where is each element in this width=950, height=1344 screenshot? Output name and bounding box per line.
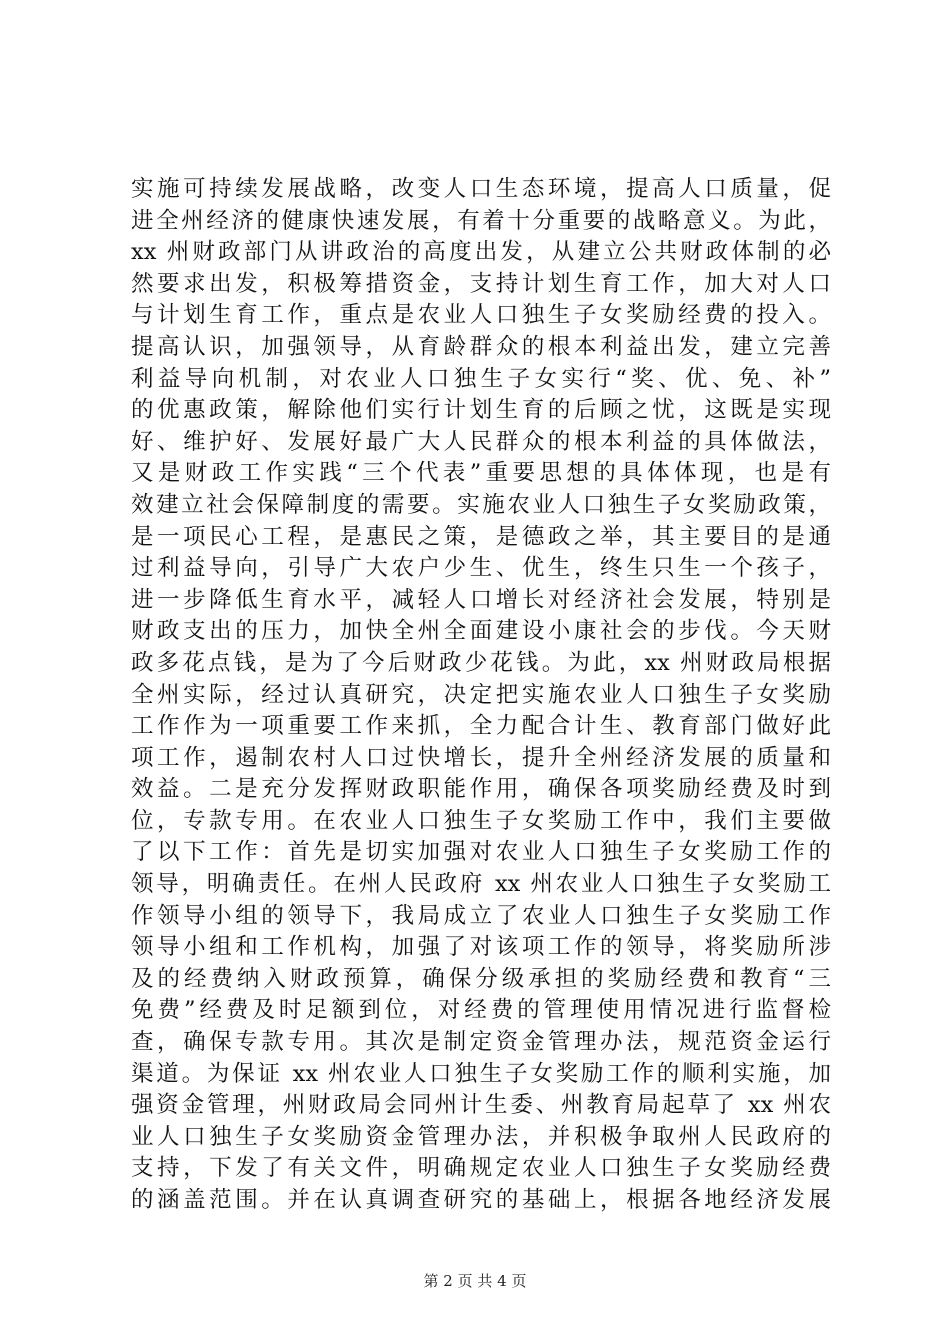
text-line: 利益导向机制，对农业人口独生子女实行“奖、优、免、补”: [131, 365, 831, 392]
text-line: 领导小组和工作机构，加强了对该项工作的领导，将奖励所涉: [131, 934, 831, 961]
text-line: 效建立社会保障制度的需要。实施农业人口独生子女奖励政策，: [131, 491, 831, 518]
text-line: 过利益导向，引导广大农户少生、优生，终生只生一个孩子，: [131, 555, 831, 582]
text-line: 财政支出的压力，加快全州全面建设小康社会的步伐。今天财: [131, 618, 831, 645]
text-line: 工作作为一项重要工作来抓，全力配合计生、教育部门做好此: [131, 713, 831, 740]
text-line: xx 州财政部门从讲政治的高度出发，从建立公共财政体制的必: [131, 239, 831, 266]
text-line: 的涵盖范围。并在认真调查研究的基础上，根据各地经济发展: [131, 1187, 831, 1213]
text-line: 全州实际，经过认真研究，决定把实施农业人口独生子女奖励: [131, 681, 831, 708]
text-line: 然要求出发，积极筹措资金，支持计划生育工作，加大对人口: [131, 270, 831, 297]
body-text: [131, 174, 831, 1217]
text-line: 进全州经济的健康快速发展，有着十分重要的战略意义。为此，: [131, 207, 831, 234]
text-line: 强资金管理，州财政局会同州计生委、州教育局起草了 xx 州农: [131, 1092, 831, 1119]
text-line: 实施可持续发展战略，改变人口生态环境，提高人口质量，促: [131, 176, 831, 202]
text-line: 业人口独生子女奖励资金管理办法，并积极争取州人民政府的: [131, 1123, 831, 1150]
text-line: 的优惠政策，解除他们实行计划生育的后顾之忧，这既是实现: [131, 397, 831, 424]
text-line: 是一项民心工程，是惠民之策，是德政之举，其主要目的是通: [131, 523, 831, 550]
text-line: 领导，明确责任。在州人民政府 xx 州农业人口独生子女奖励工: [131, 871, 831, 898]
text-line: 支持，下发了有关文件，明确规定农业人口独生子女奖励经费: [131, 1155, 831, 1182]
page-footer: 第 2 页 共 4 页: [423, 1272, 527, 1290]
text-line: 好、维护好、发展好最广大人民群众的根本利益的具体做法，: [131, 428, 831, 455]
text-line: 效益。二是充分发挥财政职能作用，确保各项奖励经费及时到: [131, 776, 831, 803]
text-line: 了以下工作：首先是切实加强对农业人口独生子女奖励工作的: [131, 839, 831, 866]
text-line: 又是财政工作实践“三个代表”重要思想的具体体现，也是有: [131, 460, 831, 487]
text-line: 渠道。为保证 xx 州农业人口独生子女奖励工作的顺利实施，加: [131, 1060, 831, 1087]
text-line: 查，确保专款专用。其次是制定资金管理办法，规范资金运行: [131, 1029, 831, 1056]
text-line: 及的经费纳入财政预算，确保分级承担的奖励经费和教育“三: [131, 965, 831, 992]
text-line: 提高认识，加强领导，从育龄群众的根本利益出发，建立完善: [131, 333, 831, 360]
text-line: 与计划生育工作，重点是农业人口独生子女奖励经费的投入。: [131, 302, 831, 329]
text-line: 政多花点钱，是为了今后财政少花钱。为此，xx 州财政局根据: [131, 649, 831, 676]
text-line: 项工作，遏制农村人口过快增长，提升全州经济发展的质量和: [131, 744, 831, 771]
text-line: 位，专款专用。在农业人口独生子女奖励工作中，我们主要做: [131, 807, 831, 834]
text-line: 免费”经费及时足额到位，对经费的管理使用情况进行监督检: [131, 997, 831, 1024]
text-line: 作领导小组的领导下，我局成立了农业人口独生子女奖励工作: [131, 902, 831, 929]
text-line: 进一步降低生育水平，减轻人口增长对经济社会发展，特别是: [131, 586, 831, 613]
